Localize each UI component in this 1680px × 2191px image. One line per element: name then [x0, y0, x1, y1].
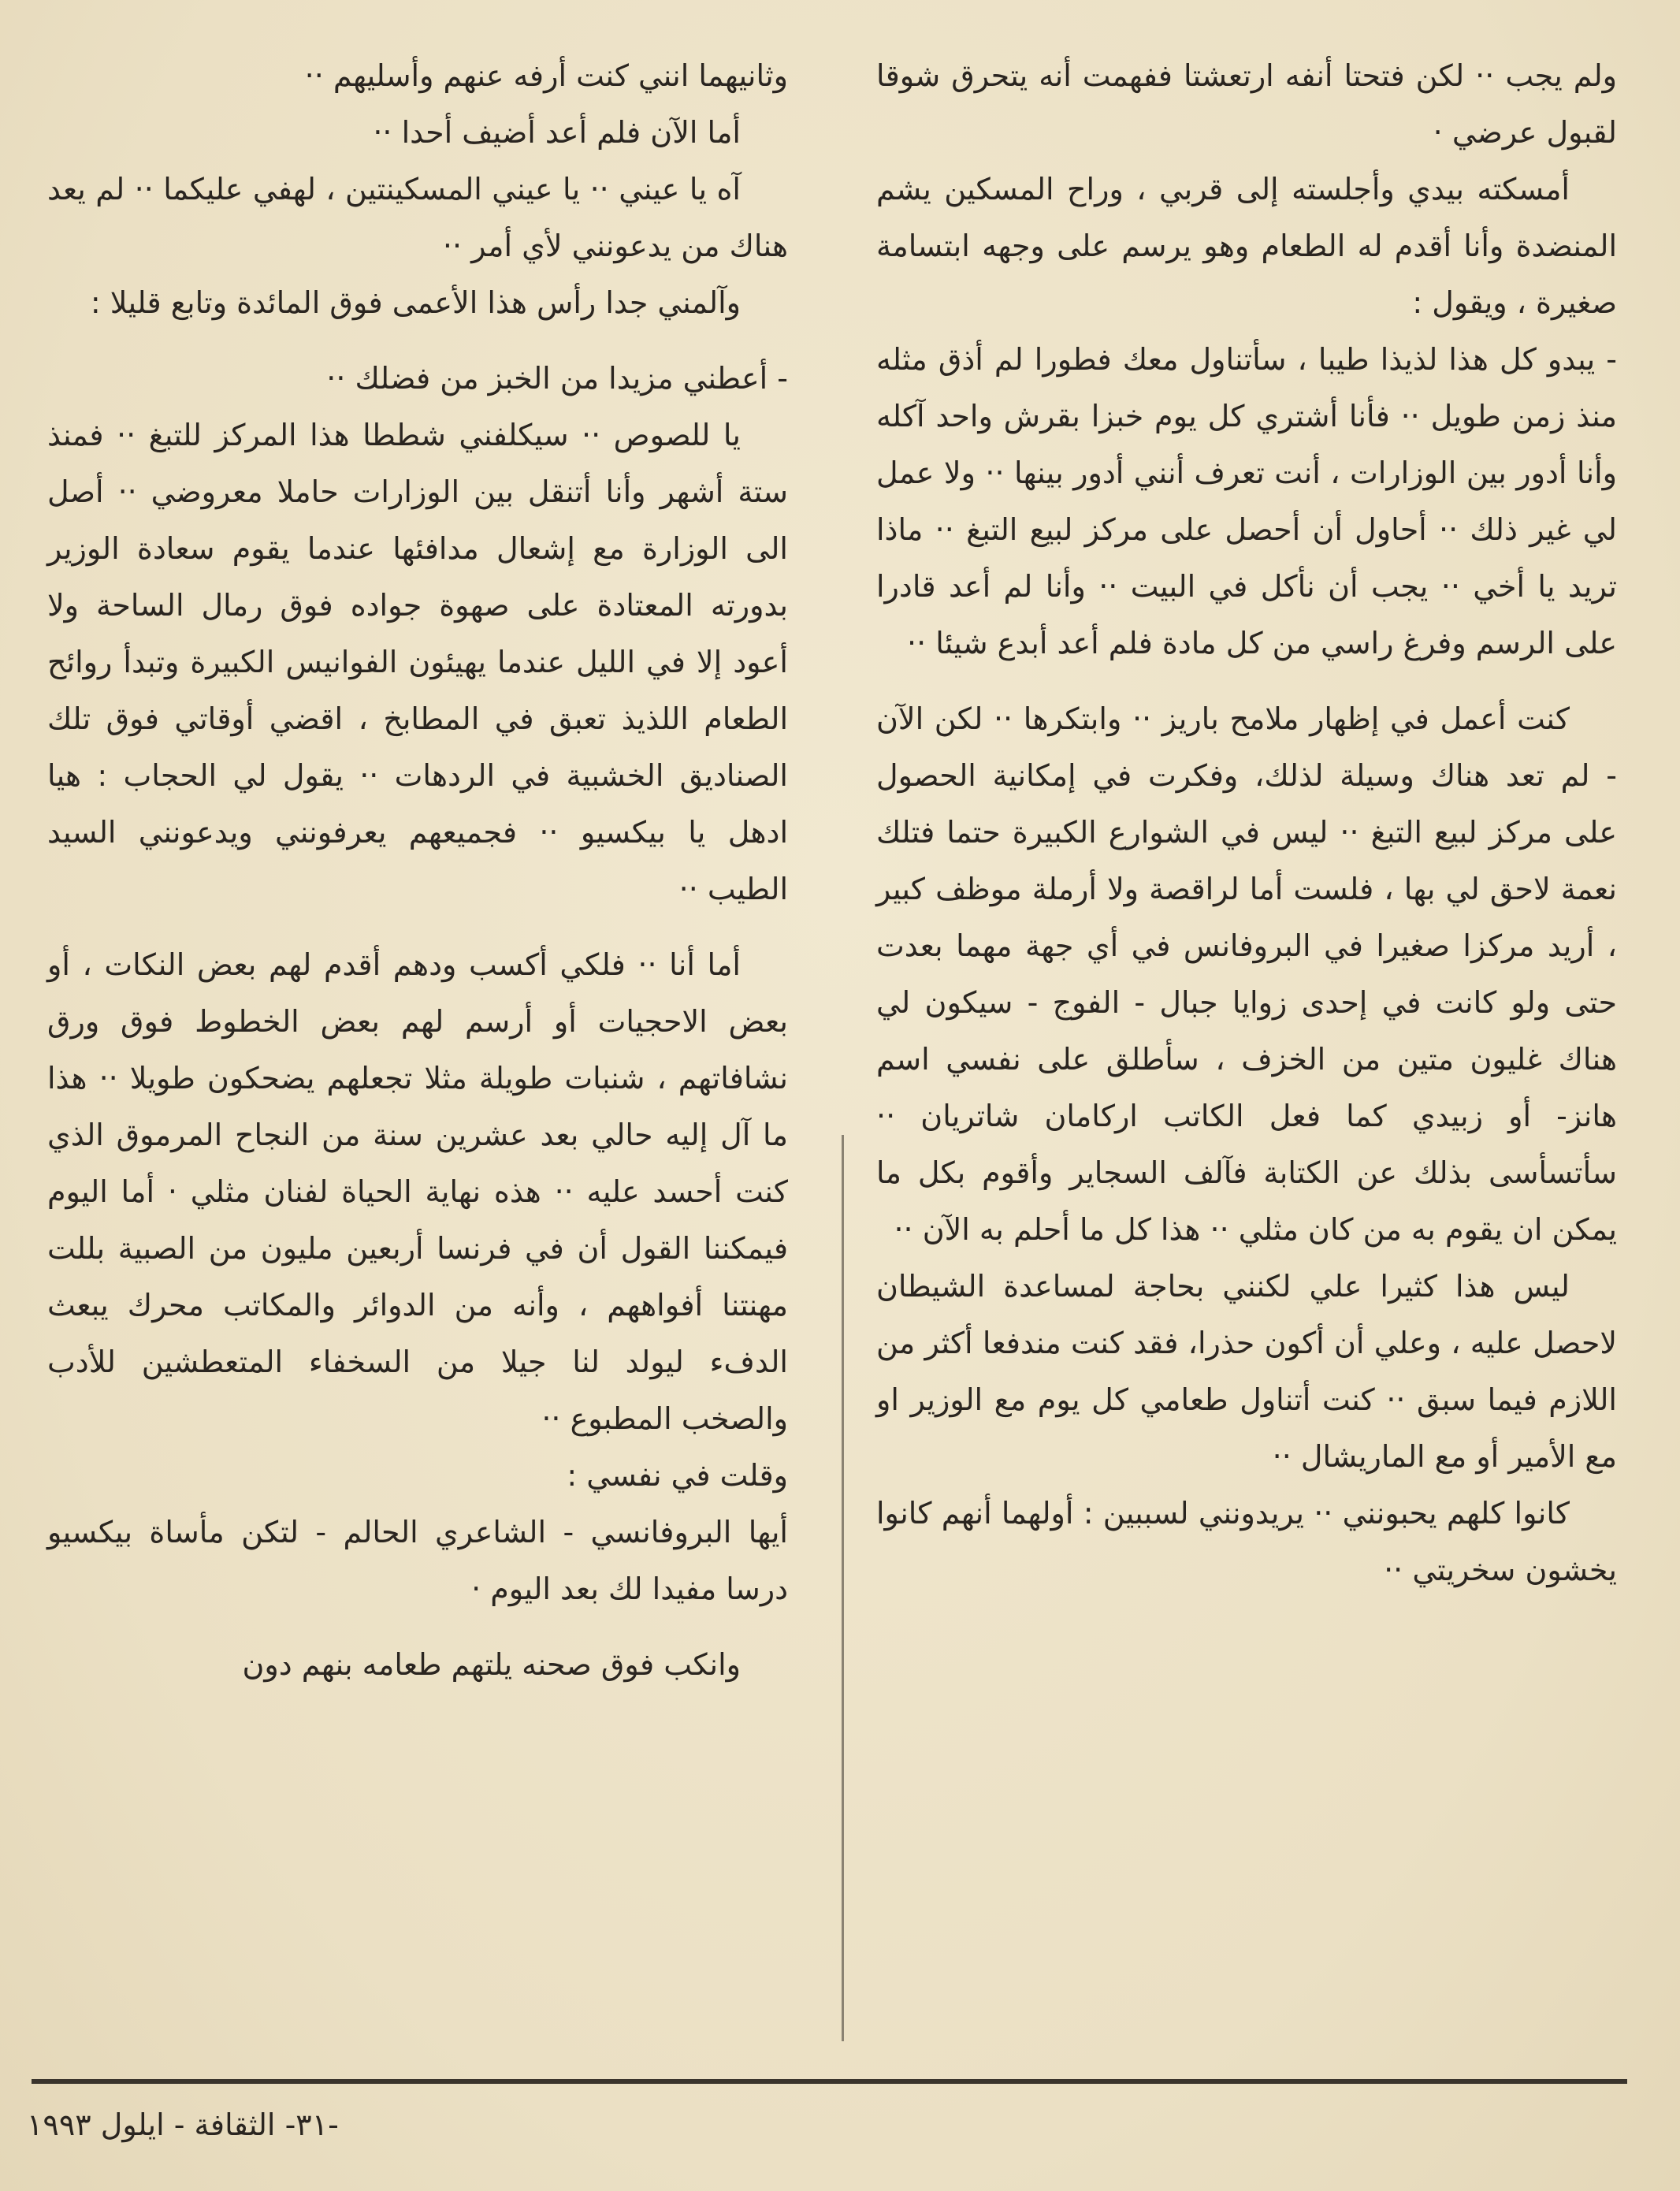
paragraph: وقلت في نفسي : — [567, 1458, 788, 1493]
paragraph: يا للصوص ·· سيكلفني شططا هذا المركز للتبغ ·· فمنذ ستة أشهر وأنا أتنقل بين الوزارات حاملا معروضي ·· أصل الى الوزارة مع إشعال مدافئها عندما يقوم سعادة الوزير بدورته المعتادة على صهوة جواده فوق رمال الساحة ولا أعود إلا في الليل عندما يهيئون الفوانيس الكبيرة وتبدأ روائح الطعام اللذيذ تعبق في المطابخ ، اقضي أوقاتي فوق تلك الصناديق الخشبية في الردهات ·· يقول لي الحجاب : هيا ادهل يا بيكسيو ·· فجميعهم يعرفونني ويدعونني السيد الطيب ·· — [47, 418, 788, 906]
right-column — [876, 47, 1617, 1598]
paragraph: وثانيهما انني كنت أرفه عنهم وأسليهم ·· — [304, 58, 788, 93]
paragraph: ولم يجب ·· لكن فتحتا أنفه ارتعشتا ففهمت أنه يتحرق شوقا لقبول عرضي · — [876, 58, 1617, 150]
paragraph: آه يا عيني ·· يا عيني المسكينتين ، لهفي عليكما ·· لم يعد هناك من يدعونني لأي أمر ·· — [47, 172, 788, 263]
footer-rule — [32, 2079, 1627, 2084]
page-footer: -٣١- الثقافة - ايلول ١٩٩٣ — [27, 2107, 339, 2142]
paragraph: كنت أعمل في إظهار ملامح باريز ·· وابتكرها ·· لكن الآن - لم تعد هناك وسيلة لذلك، وفكرت في إمكانية الحصول على مركز لبيع التبغ ·· ليس في الشوارع الكبيرة حتما فتلك نعمة لاحق لي بها ، فلست أما لراقصة ولا أرملة موظف كبير ، أريد مركزا صغيرا في البروفانس في أي جهة مهما بعدت حتى ولو كانت في إحدى زوايا جبال - الفوج - سيكون لي هناك غليون متين من الخزف ، سأطلق على نفسي اسم هانز- أو زبيدي كما فعل الكاتب اركامان شاتريان ·· سأتسأسى بذلك عن الكتابة فآلف السجاير وأقوم بكل ما يمكن ان يقوم به من كان مثلي ·· هذا كل ما أحلم به الآن ·· — [876, 701, 1617, 1247]
paragraph: وانكب فوق صحنه يلتهم طعامه بنهم دون — [242, 1647, 741, 1682]
paragraph: أمسكته بيدي وأجلسته إلى قربي ، وراح المسكين يشم المنضدة وأنا أقدم له الطعام وهو يرسم على وجهه ابتسامة صغيرة ، ويقول : — [876, 172, 1617, 320]
column-divider — [842, 1135, 844, 2041]
left-column — [47, 47, 788, 1693]
paragraph: - يبدو كل هذا لذيذا طيبا ، سأتناول معك فطورا لم أذق مثله منذ زمن طويل ·· فأنا أشتري كل يوم خبزا بقرش واحد آكله وأنا أدور بين الوزارات ، أنت تعرف أنني أدور بينها ·· ولا عمل لي غير ذلك ·· أحاول أن أحصل على مركز لبيع التبغ ·· ماذا تريد يا أخي ·· يجب أن نأكل في البيت ·· وأنا لم أعد قادرا على الرسم وفرغ راسي من كل مادة فلم أعد أبدع شيئا ·· — [876, 342, 1617, 660]
paragraph: أيها البروفانسي - الشاعري الحالم - لتكن مأساة بيكسيو درسا مفيدا لك بعد اليوم · — [47, 1515, 788, 1606]
paragraph: كانوا كلهم يحبونني ·· يريدونني لسببين : أولهما أنهم كانوا يخشون سخريتي ·· — [876, 1496, 1617, 1587]
paragraph: وآلمني جدا رأس هذا الأعمى فوق المائدة وتابع قليلا : — [90, 285, 741, 320]
paragraph: - أعطني مزيدا من الخبز من فضلك ·· — [326, 361, 788, 396]
paragraph: أما الآن فلم أعد أضيف أحدا ·· — [373, 115, 741, 150]
paragraph: ليس هذا كثيرا علي لكنني بحاجة لمساعدة الشيطان لاحصل عليه ، وعلي أن أكون حذرا، فقد كنت مندفعا أكثر من اللازم فيما سبق ·· كنت أتناول طعامي كل يوم مع الوزير او مع الأمير أو مع الماريشال ·· — [876, 1269, 1617, 1474]
paragraph: أما أنا ·· فلكي أكسب ودهم أقدم لهم بعض النكات ، أو بعض الاحجيات أو أرسم لهم بعض الخطوط فوق ورق نشافاتهم ، شنبات طويلة مثلا تجعلهم يضحكون طويلا ·· هذا ما آل إليه حالي بعد عشرين سنة من النجاح المرموق الذي كنت أحسد عليه ·· هذه نهاية الحياة لفنان مثلي · أما اليوم فيمكننا القول أن في فرنسا أربعين مليون من الصبية بللت مهنتنا أفواههم ، وأنه من الدوائر والمكاتب محرك يبعث الدفء ليولد لنا جيلا من السخفاء المتعطشين للأدب والصخب المطبوع ·· — [47, 947, 788, 1436]
